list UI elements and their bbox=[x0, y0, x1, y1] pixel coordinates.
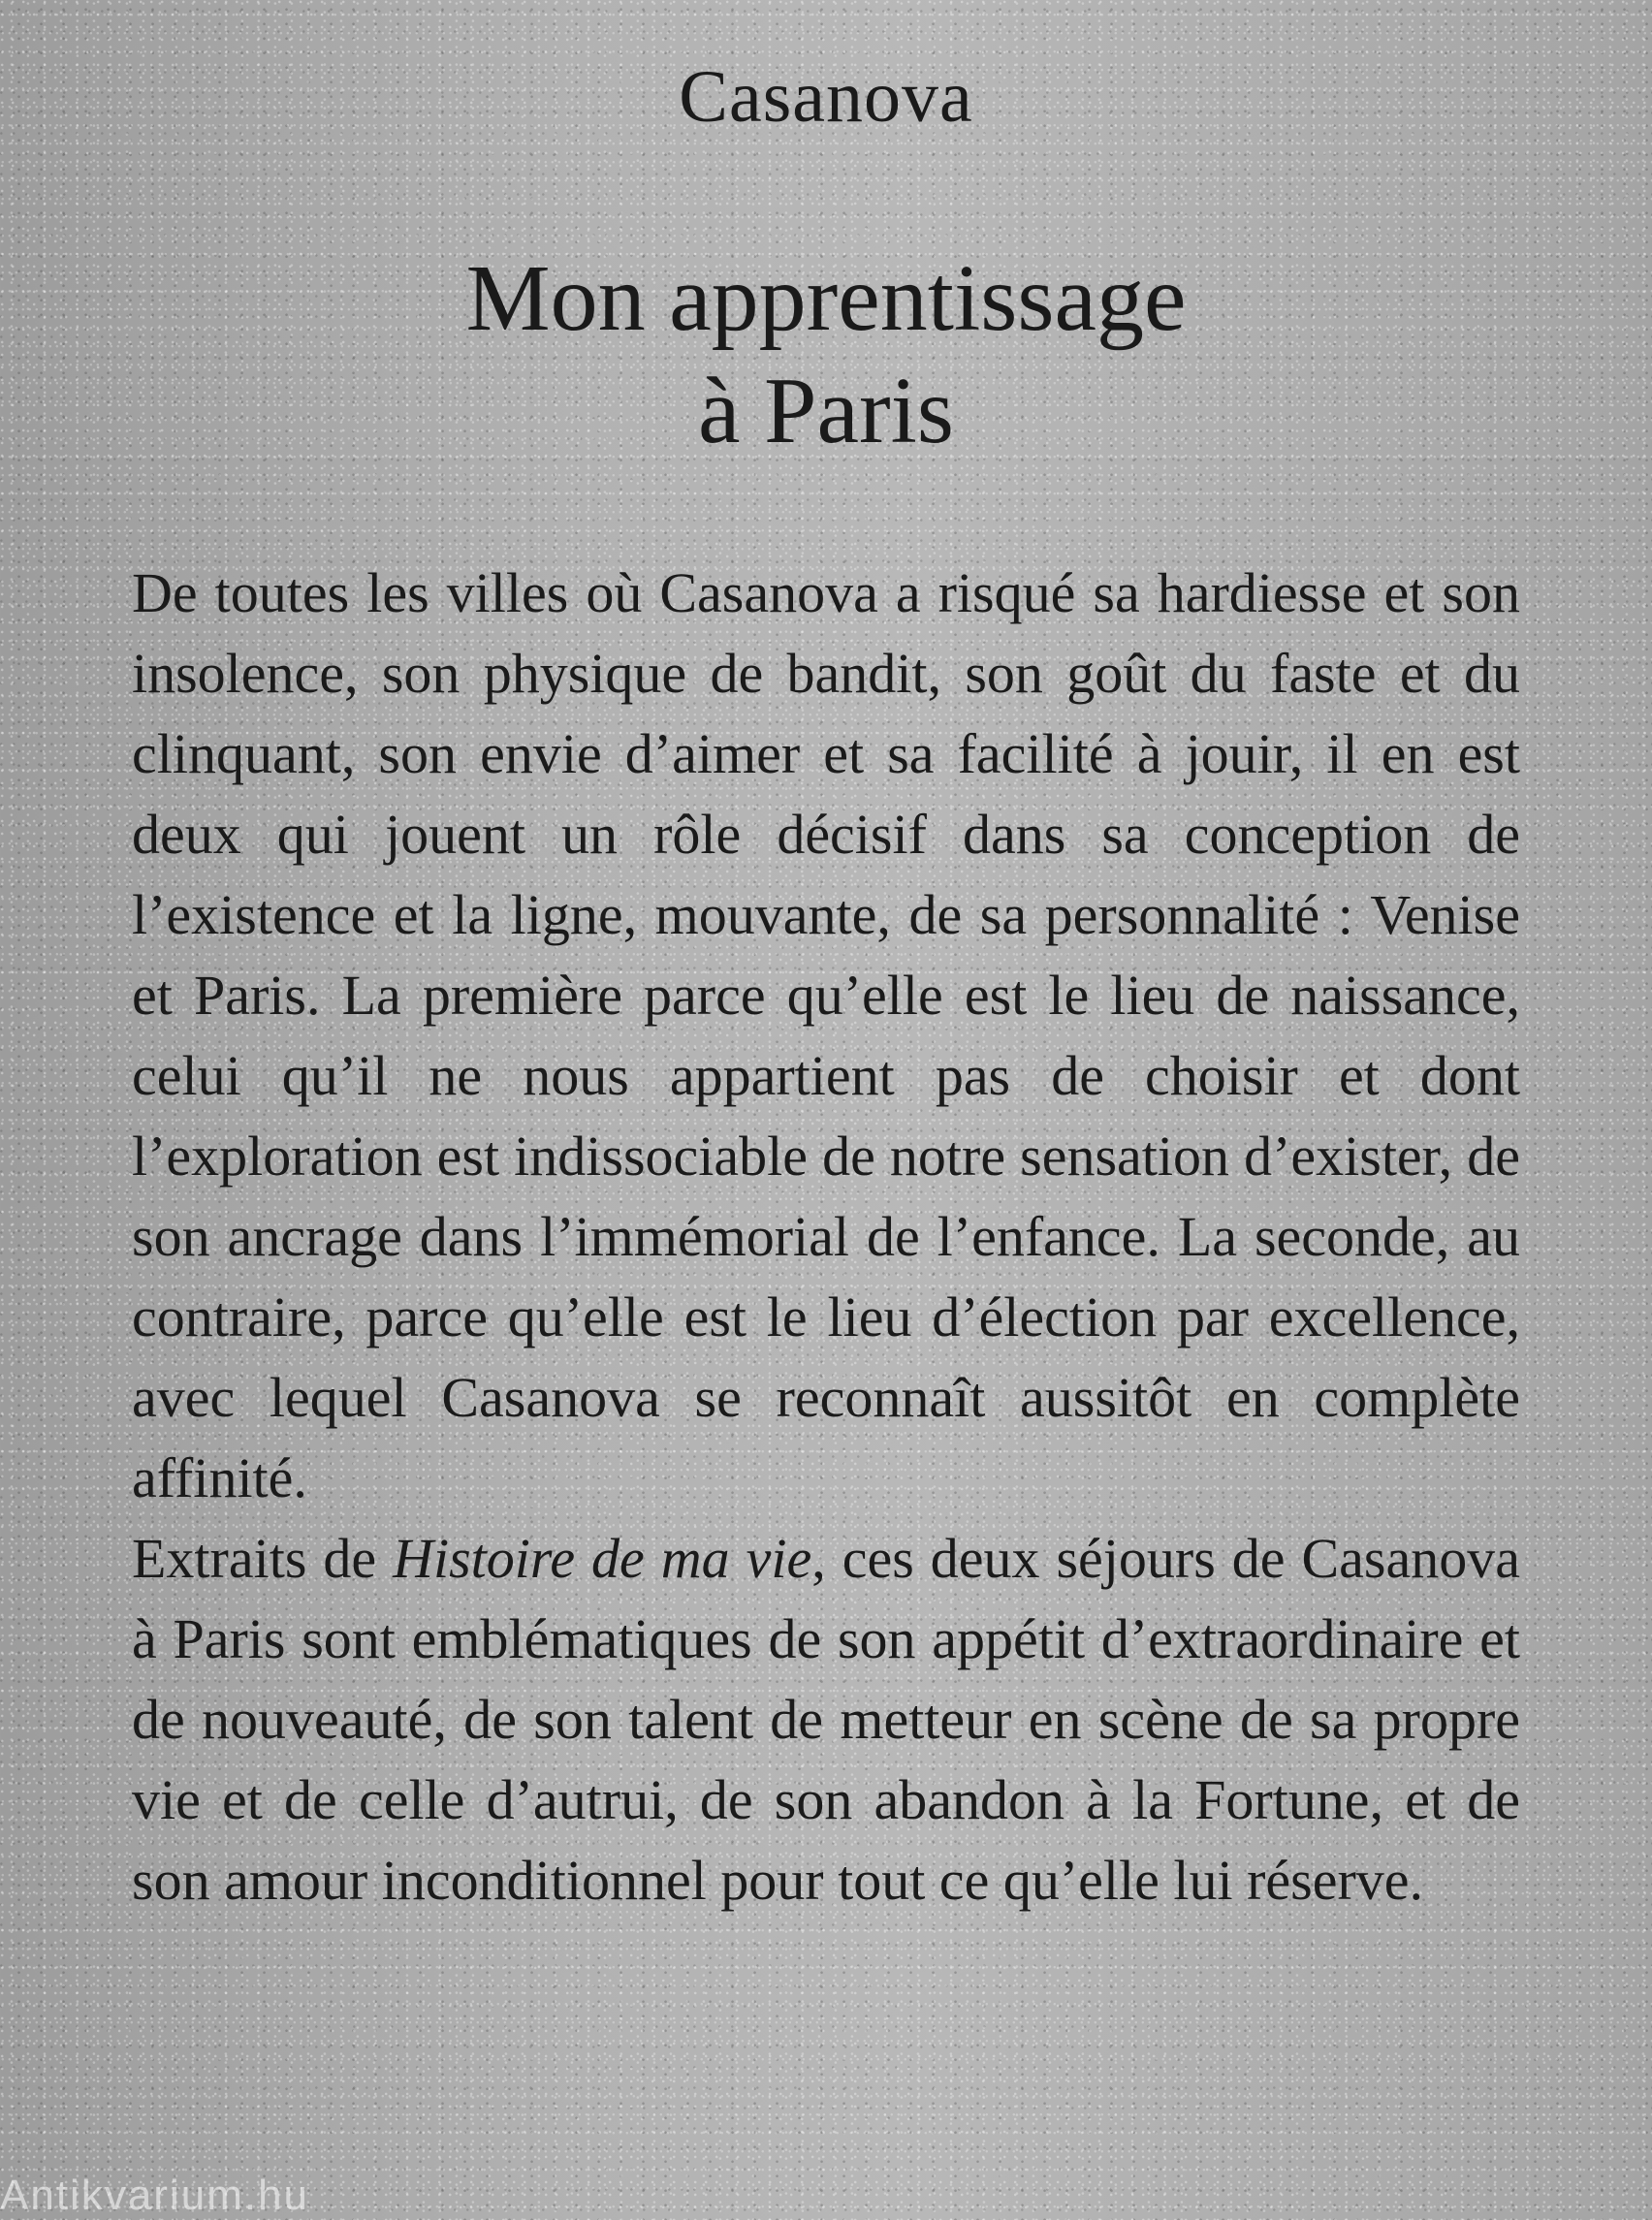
book-title bbox=[0, 242, 1652, 467]
book-title-line-1: Mon apprentissage bbox=[465, 246, 1187, 351]
cited-book-title: Histoire de ma vie bbox=[393, 1527, 812, 1590]
book-title-line-2: à Paris bbox=[698, 359, 954, 463]
blurb-paragraph-2 bbox=[132, 1518, 1520, 1920]
author-name: Casanova bbox=[679, 56, 973, 138]
blurb-paragraph-2-rest: , ces deux séjours de Casanova à Paris sont emblématiques de son appétit d’extraordinaire et de nouveauté, de son talent de metteur en scène de sa propre vie et de celle d’autrui, de son abandon à la Fortune, et de son amour inconditionnel pour tout ce qu’elle lui réserve. bbox=[132, 1527, 1520, 1912]
watermark: Antikvarium.hu bbox=[0, 2172, 310, 2219]
blurb bbox=[132, 553, 1520, 1920]
blurb-paragraph-2-lead: Extraits de bbox=[132, 1527, 394, 1590]
blurb-paragraph-1: De toutes les villes où Casanova a risqué sa hardiesse et son insolence, son physique de bandit, son goût du faste et du clinquant, son envie d’aimer et sa facilité à jouir, il en est deux qui jouent un rôle décisif dans sa conception de l’existence et la ligne, mouvante, de sa personnalité : Venise et Paris. La première parce qu’elle est le lieu de naissance, celui qu’il ne nous appartient pas de choisir et dont l’exploration est indissociable de notre sensation d’exister, de son ancrage dans l’immémorial de l’enfance. La seconde, au contraire, parce qu’elle est le lieu d’élection par excellence, avec lequel Casanova se reconnaît aussitôt en complète affinité. bbox=[132, 561, 1520, 1509]
